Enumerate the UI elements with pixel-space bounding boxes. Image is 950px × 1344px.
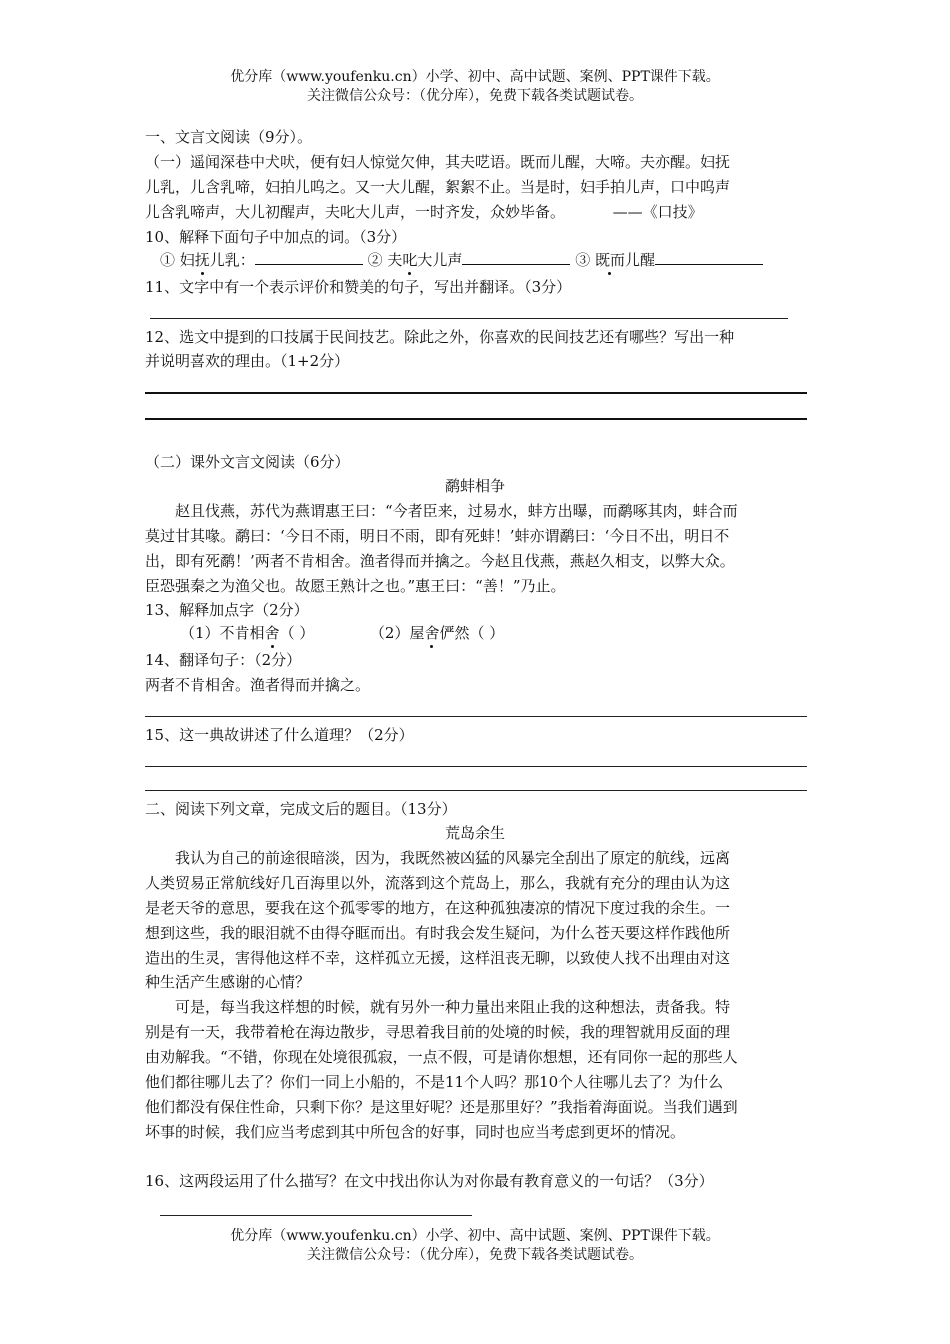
passage-line: 莫过甘其喙。鹬曰：‘今日不雨，明日不雨，即有死蚌！’蚌亦谓鹬曰：‘今日不出，明日不 [145, 527, 730, 545]
passage-line: 他们都往哪儿去了？你们一同上小船的，不是11个人吗？那10个人往哪儿去了？为什么 [145, 1073, 724, 1091]
footnote-separator [160, 1215, 472, 1216]
q10-item2-post: 大儿声 [417, 251, 463, 269]
passage-line: 别是有一天，我带着枪在海边散步，寻思着我目前的处境的时候，我的理智就用反面的理 [145, 1023, 731, 1041]
question-13-items [180, 622, 845, 644]
q10-item3-dotted: 既而 [594, 251, 625, 269]
passage-line: （一）遥闻深巷中犬吠，便有妇人惊觉欠伸，其夫呓语。既而儿醒，大啼。夫亦醒。妇抚 [145, 153, 731, 171]
passage-line: 坏事的时候，我们应当考虑到其中所包含的好事，同时也应当考虑到更坏的情况。 [145, 1123, 686, 1141]
q10-item1-pre: ① 妇 [160, 251, 195, 269]
passage-source: ——《口技》 [612, 203, 703, 221]
footer-line-2: 关注微信公众号：（优分库），免费下载各类试题试卷。 [307, 1247, 643, 1263]
passage-line: 可是，每当我这样想的时候，就有另外一种力量出来阻止我的这种想法，责备我。特 [175, 998, 731, 1016]
passage-line: 是老天爷的意思，要我在这个孤零零的地方，在这种孤独凄凉的情况下度过我的余生。一 [145, 899, 731, 917]
header-line-2: 关注微信公众号：（优分库），免费下载各类试题试卷。 [307, 88, 643, 104]
q10-item2-pre: ② 夫 [367, 251, 403, 269]
q13-item1-pre: （1）不肯相 [180, 624, 265, 642]
answer-line[interactable] [145, 790, 807, 791]
section2-title: 二、阅读下列文章，完成文后的题目。（13分） [145, 800, 457, 818]
passage-line: 我认为自己的前途很暗淡，因为，我既然被凶猛的风暴完全刮出了原定的航线，远离 [175, 849, 731, 867]
question-10-items [160, 249, 825, 271]
question-11: 11、文字中有一个表示评价和赞美的句子，写出并翻译。（3分） [145, 278, 572, 296]
answer-line[interactable] [150, 318, 788, 319]
q10-item3-post: 儿醒 [624, 251, 655, 269]
footer-line-1: 优分库（www.youfenku.cn）小学、初中、高中试题、案例、PPT课件下载。 [230, 1228, 720, 1244]
question-15: 15、这一典故讲述了什么道理？（2分） [145, 726, 414, 744]
question-14: 14、翻译句子：（2分） [145, 651, 302, 669]
q13-item2-pre: （2）屋 [369, 624, 425, 642]
question-16: 16、这两段运用了什么描写？在文中找出你认为对你最有教育意义的一句话？（3分） [145, 1172, 714, 1190]
answer-line[interactable] [145, 766, 807, 767]
passage-line: 想到这些，我的眼泪就不由得夺眶而出。有时我会发生疑问，为什么苍天要这样作践他所 [145, 924, 731, 942]
q13-item2-dotted: 舍 [424, 624, 440, 642]
q10-item3-pre: ③ [575, 251, 595, 269]
passage-title: 荒岛余生 [444, 824, 505, 842]
question-14-sentence: 两者不肯相舍。渔者得而并擒之。 [145, 676, 371, 694]
passage-line: 由劝解我。“不错，你现在处境很孤寂，一点不假，可是请你想想，还有同你一起的那些人 [145, 1048, 738, 1066]
section1-title: 一、文言文阅读（9分）。 [145, 128, 313, 146]
question-13: 13、解释加点字（2分） [145, 601, 309, 619]
answer-line[interactable] [145, 392, 807, 394]
answer-line[interactable] [145, 716, 807, 717]
passage-line: 儿乳，儿含乳啼，妇拍儿呜之。又一大儿醒，絮絮不止。当是时，妇手拍儿声，口中呜声 [145, 178, 731, 196]
q10-item2-dotted: 叱 [402, 251, 418, 269]
answer-blank[interactable] [462, 249, 570, 265]
passage-line: 人类贸易正常航线好几百海里以外，流落到这个荒岛上，那么，我就有充分的理由认为这 [145, 874, 731, 892]
question-10: 10、解释下面句子中加点的词。（3分） [145, 228, 407, 246]
passage-line [145, 201, 810, 223]
passage-title: 鹬蚌相争 [444, 477, 505, 495]
header-line-1: 优分库（www.youfenku.cn）小学、初中、高中试题、案例、PPT课件下载。 [230, 69, 720, 85]
q13-item1-post[interactable]: （ ） [279, 624, 315, 642]
q10-item1-dotted: 抚 [194, 251, 210, 269]
passage-line: 他们都没有保住性命，只剩下你？是这里好呢？还是那里好？”我指着海面说。当我们遇到 [145, 1098, 738, 1116]
passage-line: 造出的生灵，害得他这样不幸，这样孤立无援，这样沮丧无聊，以致使人找不出理由对这 [145, 949, 731, 967]
q13-item1-dotted: 舍 [264, 624, 280, 642]
question-12-line: 并说明喜欢的理由。（1+2分） [145, 352, 350, 370]
passage-line-text: 儿含乳啼声，大儿初醒声，夫叱大儿声，一时齐发，众妙毕备。 [145, 203, 566, 221]
answer-line[interactable] [145, 418, 807, 420]
q10-item1-post: 儿乳： [209, 251, 255, 269]
q13-item2-post[interactable]: 俨然（ ） [439, 624, 505, 642]
passage-line: 种生活产生感谢的心情？ [145, 973, 311, 991]
answer-blank[interactable] [655, 249, 763, 265]
passage-line: 臣恐强秦之为渔父也。故愿王熟计之也。”惠王曰：“善！”乃止。 [145, 577, 566, 595]
section1b-title: （二）课外文言文阅读（6分） [145, 453, 350, 471]
question-12-line: 12、选文中提到的口技属于民间技艺。除此之外，你喜欢的民间技艺还有哪些？写出一种 [145, 328, 735, 346]
answer-blank[interactable] [255, 249, 363, 265]
passage-line: 赵且伐燕，苏代为燕谓惠王曰：“今者臣来，过易水，蚌方出曝，而鹬啄其肉，蚌合而 [175, 502, 738, 520]
passage-line: 出，即有死鹬！’两者不肯相舍。渔者得而并擒之。今赵且伐燕，燕赵久相支，以弊大众。 [145, 552, 735, 570]
